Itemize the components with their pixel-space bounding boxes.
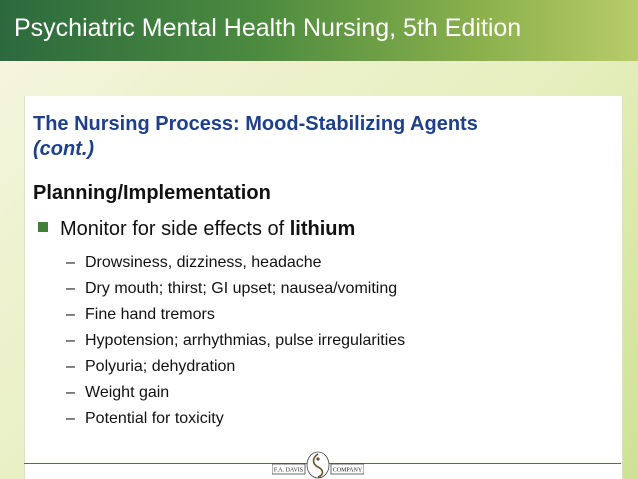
logo-text-left: F.A. DAVIS xyxy=(273,467,304,474)
dash-icon: – xyxy=(66,306,75,323)
dash-icon: – xyxy=(66,254,75,271)
list-item-text: Hypotension; arrhythmias, pulse irregularities xyxy=(85,332,406,349)
section-heading: Planning/Implementation xyxy=(33,182,271,204)
fa-davis-logo xyxy=(272,449,364,479)
book-title: Psychiatric Mental Health Nursing, 5th Edition xyxy=(14,14,522,42)
list-item xyxy=(66,380,405,406)
list-item-text: Fine hand tremors xyxy=(85,306,215,323)
list-item-text: Drowsiness, dizziness, headache xyxy=(85,254,322,271)
dash-icon: – xyxy=(66,280,75,297)
side-effects-list xyxy=(66,250,405,432)
list-item-text: Dry mouth; thirst; GI upset; nausea/vomiting xyxy=(85,280,398,297)
list-item-text: Potential for toxicity xyxy=(85,410,224,427)
logo-text-right: COMPANY xyxy=(332,467,363,474)
header-bar xyxy=(0,0,638,61)
dash-icon: – xyxy=(66,332,75,349)
main-bullet-bold: lithium xyxy=(289,218,356,240)
list-item xyxy=(66,302,405,328)
dash-icon: – xyxy=(66,384,75,401)
dash-icon: – xyxy=(66,410,75,427)
slide-title-cont: (cont.) xyxy=(33,138,95,160)
list-item xyxy=(66,328,405,354)
slide-title xyxy=(33,112,603,162)
slide-title-main: The Nursing Process: Mood-Stabilizing Agents xyxy=(33,113,478,135)
list-item xyxy=(66,406,405,432)
main-bullet-text: Monitor for side effects of xyxy=(60,218,290,240)
main-bullet xyxy=(38,218,355,241)
list-item xyxy=(66,354,405,380)
list-item xyxy=(66,250,405,276)
list-item-text: Polyuria; dehydration xyxy=(85,358,236,375)
list-item xyxy=(66,276,405,302)
dash-icon: – xyxy=(66,358,75,375)
square-bullet-icon xyxy=(38,222,48,232)
list-item-text: Weight gain xyxy=(85,384,170,401)
